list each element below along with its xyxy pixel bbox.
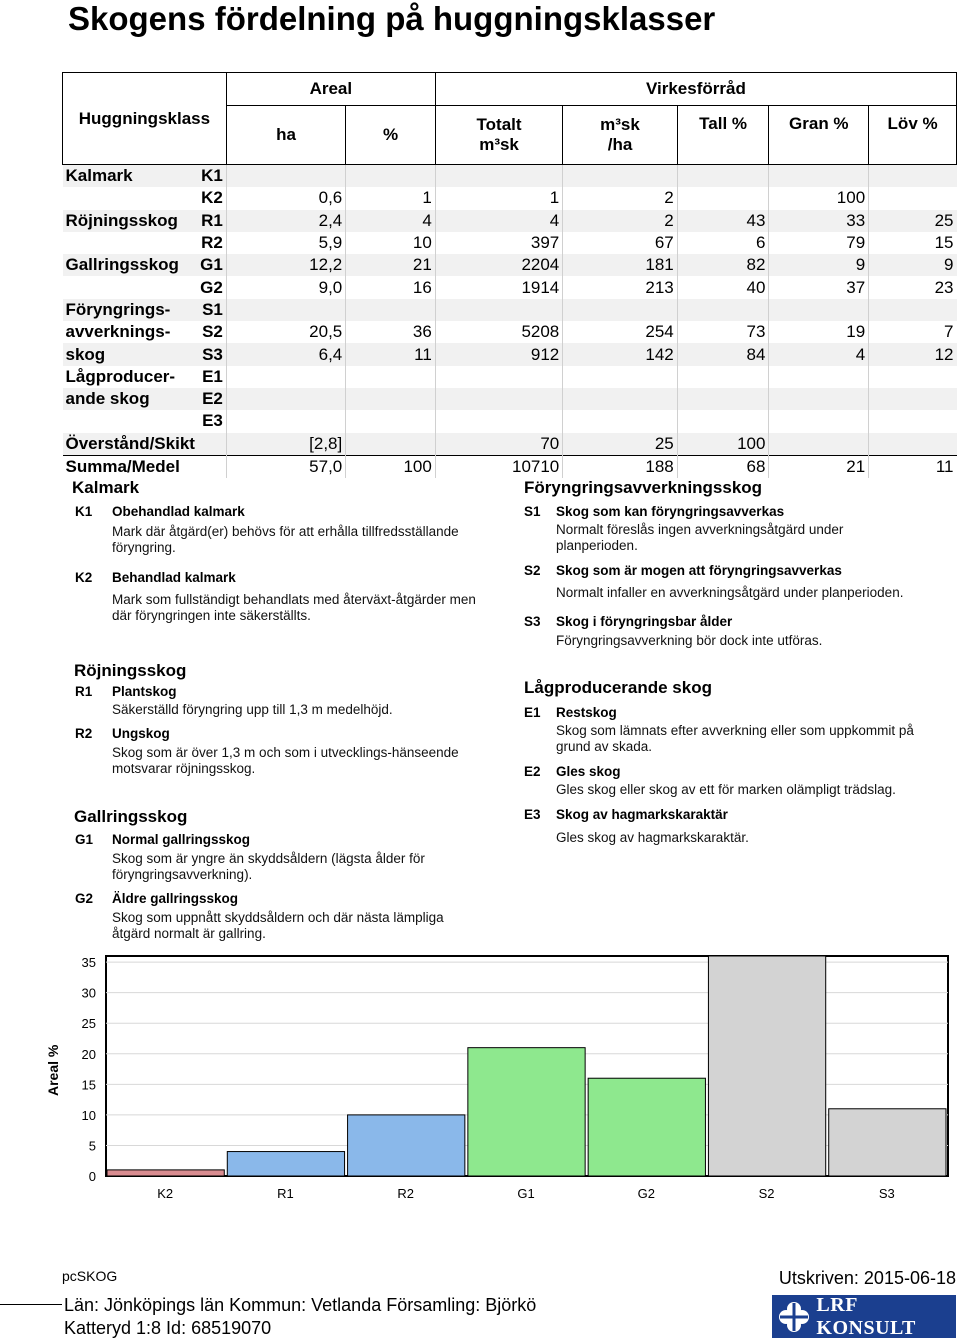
cell-gran: 100 xyxy=(769,187,869,209)
cell-gran: 79 xyxy=(769,232,869,254)
row-code: R2 xyxy=(201,233,223,253)
sum-m3ha: 188 xyxy=(563,455,677,478)
cell-pct xyxy=(346,165,436,188)
k2-code: K2 xyxy=(75,570,93,585)
cell-tall: 73 xyxy=(677,321,769,343)
sum-pct: 100 xyxy=(346,455,436,478)
cell-tot: 2204 xyxy=(435,254,562,276)
x-tick-label: S3 xyxy=(878,1186,895,1201)
bar-g2 xyxy=(588,1078,705,1176)
header-areal: Areal xyxy=(226,73,435,106)
table-sum-row xyxy=(63,455,957,478)
bar-k2 xyxy=(107,1170,224,1176)
cell-pct: 4 xyxy=(346,210,436,232)
e1-desc xyxy=(556,723,914,755)
cell-gran xyxy=(769,433,869,456)
row-label xyxy=(63,410,191,432)
cell-lov: 23 xyxy=(869,276,957,298)
bar-r2 xyxy=(348,1115,465,1176)
areal-bar-chart xyxy=(40,950,955,1210)
gallring-heading: Gallringsskog xyxy=(74,807,188,826)
s1-name: Skog som kan föryngringsavverkas xyxy=(556,504,785,519)
cell-ha: 5,9 xyxy=(226,232,345,254)
y-axis-label: Areal % xyxy=(45,1044,61,1096)
cell-tall xyxy=(677,299,769,321)
cell-tot: 70 xyxy=(435,433,562,456)
cell-tall: 84 xyxy=(677,343,769,365)
r2-desc-line1: Skog som är över 1,3 m och som i utvecklings-hänseende xyxy=(112,745,459,760)
cell-lov xyxy=(869,433,957,456)
row-label xyxy=(63,232,191,254)
property-line: Katteryd 1:8 Id: 68519070 xyxy=(64,1318,272,1338)
cell-lov: 15 xyxy=(869,232,957,254)
x-tick-label: R1 xyxy=(277,1186,294,1201)
cell-ha xyxy=(226,366,345,388)
g2-desc-line2: åtgärd normalt är gallring. xyxy=(112,926,266,941)
cell-ha: 20,5 xyxy=(226,321,345,343)
cell-tot: 1 xyxy=(435,187,562,209)
table-row xyxy=(63,210,957,232)
header-gran: Gran % xyxy=(769,106,869,165)
header-tall: Tall % xyxy=(677,106,769,165)
y-tick-label: 10 xyxy=(81,1107,96,1123)
cell-tot xyxy=(435,388,562,410)
cell-gran: 19 xyxy=(769,321,869,343)
cell-tall: 6 xyxy=(677,232,769,254)
s2-name: Skog som är mogen att föryngringsavverkas xyxy=(556,563,842,578)
header-m3ha xyxy=(563,106,677,165)
r2-code: R2 xyxy=(75,726,93,741)
cell-gran xyxy=(769,299,869,321)
cell-lov xyxy=(869,388,957,410)
e1-code: E1 xyxy=(524,705,541,720)
cell-lov: 7 xyxy=(869,321,957,343)
row-label: Gallringsskog xyxy=(63,254,191,276)
row-label: Röjningsskog xyxy=(63,210,191,232)
row-code: S3 xyxy=(190,343,226,365)
y-tick-label: 20 xyxy=(81,1046,96,1062)
table-row xyxy=(63,299,957,321)
sum-tall: 68 xyxy=(677,455,769,478)
bar-s2 xyxy=(708,956,825,1176)
x-tick-label: R2 xyxy=(397,1186,415,1201)
cell-pct: 11 xyxy=(346,343,436,365)
huggningsklass-table xyxy=(62,72,957,478)
row-label: Överstånd/Skikt xyxy=(63,433,227,456)
cell-m3ha xyxy=(563,388,677,410)
e3-code: E3 xyxy=(524,807,541,822)
cell-ha: 2,4 xyxy=(226,210,345,232)
cell-gran: 4 xyxy=(769,343,869,365)
software-name: pcSKOG xyxy=(62,1268,118,1284)
cell-m3ha: 25 xyxy=(563,433,677,456)
cell-tot: 912 xyxy=(435,343,562,365)
page-title: Skogens fördelning på huggningsklasser xyxy=(68,0,716,37)
row-code: G1 xyxy=(190,254,226,276)
row-code: E2 xyxy=(190,388,226,410)
clover-icon xyxy=(776,1298,812,1336)
printed-date: Utskriven: 2015-06-18 xyxy=(778,1268,956,1288)
row-label: Lågproducer- xyxy=(65,366,176,386)
sum-tot: 10710 xyxy=(435,455,562,478)
cell-ha xyxy=(226,388,345,410)
cell-tall: 40 xyxy=(677,276,769,298)
cell-gran: 33 xyxy=(769,210,869,232)
row-code: S1 xyxy=(190,299,226,321)
sum-label: Summa/Medel xyxy=(63,455,227,478)
s3-desc: Föryngringsavverkning bör dock inte utföras. xyxy=(556,633,823,648)
row-label: skog xyxy=(63,343,191,365)
header-m3ha-line2: /ha xyxy=(607,135,633,154)
cell-pct xyxy=(346,299,436,321)
cell-lov: 9 xyxy=(869,254,957,276)
k1-desc-line1: Mark där åtgärd(er) behövs för att erhålla tillfredsställande xyxy=(112,524,459,539)
s1-desc-line2: planperioden. xyxy=(556,538,638,553)
row-label: avverknings- xyxy=(65,322,171,342)
location-line: Län: Jönköpings län Kommun: Vetlanda Församling: Björkö xyxy=(64,1295,537,1315)
table-row xyxy=(63,254,957,276)
row-code: K2 xyxy=(201,188,223,208)
cell-gran: 37 xyxy=(769,276,869,298)
table-row xyxy=(63,343,957,365)
cell-lov xyxy=(869,187,957,209)
row-label xyxy=(63,187,191,209)
e1-name: Restskog xyxy=(556,705,617,720)
cell-tot: 4 xyxy=(435,210,562,232)
cell-ha xyxy=(226,410,345,432)
row-label: ande skog xyxy=(63,388,191,410)
cell-ha: 12,2 xyxy=(226,254,345,276)
cell-tall: 43 xyxy=(677,210,769,232)
cell-lov xyxy=(869,165,957,188)
s3-code: S3 xyxy=(524,614,541,629)
table-row xyxy=(63,232,957,254)
header-totalt-line2: m³sk xyxy=(479,135,519,154)
g2-desc xyxy=(112,910,444,942)
cell-m3ha: 67 xyxy=(563,232,677,254)
r2-name: Ungskog xyxy=(112,726,170,741)
k2-desc-line2: där föryngringen inte säkerställts. xyxy=(112,608,311,623)
e2-code: E2 xyxy=(524,764,541,779)
cell-gran xyxy=(769,366,869,388)
r1-code: R1 xyxy=(75,684,93,699)
g2-code: G2 xyxy=(75,891,94,906)
cell-ha xyxy=(226,299,345,321)
cell-tall xyxy=(677,410,769,432)
cell-tall xyxy=(677,388,769,410)
lrf-konsult-logo xyxy=(772,1295,956,1338)
cell-pct: 1 xyxy=(346,187,436,209)
row-code: K1 xyxy=(190,165,226,188)
cell-tot: 5208 xyxy=(435,321,562,343)
y-tick-label: 15 xyxy=(81,1077,96,1093)
s1-code: S1 xyxy=(524,504,541,519)
cell-m3ha xyxy=(563,366,677,388)
r2-desc-line2: motsvarar röjningsskog. xyxy=(112,761,256,776)
k1-desc xyxy=(112,524,459,556)
cell-gran xyxy=(769,410,869,432)
header-totalt xyxy=(435,106,562,165)
g1-code: G1 xyxy=(75,832,94,847)
g1-name: Normal gallringsskog xyxy=(112,832,251,847)
x-tick-label: K2 xyxy=(157,1186,174,1201)
cell-lov xyxy=(869,299,957,321)
cell-tot xyxy=(435,366,562,388)
s1-desc-line1: Normalt föreslås ingen avverkningsåtgärd under xyxy=(556,522,844,537)
y-tick-label: 0 xyxy=(88,1169,96,1184)
k1-desc-line2: föryngring. xyxy=(112,540,176,555)
table-row xyxy=(63,388,957,410)
cell-tall xyxy=(677,165,769,188)
k2-desc xyxy=(112,592,476,624)
cell-lov xyxy=(869,410,957,432)
cell-lov: 12 xyxy=(869,343,957,365)
g2-desc-line1: Skog som uppnått skyddsåldern och där nästa lämpliga xyxy=(112,910,444,925)
row-code: E1 xyxy=(202,366,223,386)
cell-tot: 1914 xyxy=(435,276,562,298)
cell-tall: 82 xyxy=(677,254,769,276)
g1-desc-line2: föryngringsavverkning). xyxy=(112,867,253,882)
x-tick-label: G1 xyxy=(517,1186,535,1201)
rojning-heading: Röjningsskog xyxy=(74,661,187,680)
cell-ha: 6,4 xyxy=(226,343,345,365)
cell-pct: 16 xyxy=(346,276,436,298)
x-tick-label: G2 xyxy=(637,1186,655,1201)
sum-lov: 11 xyxy=(869,455,957,478)
cell-m3ha: 254 xyxy=(563,321,677,343)
e1-desc-line1: Skog som lämnats efter avverkning eller som uppkommit på xyxy=(556,723,914,738)
foryngring-heading: Föryngringsavverkningsskog xyxy=(524,478,763,497)
row-label xyxy=(63,276,191,298)
r1-name: Plantskog xyxy=(112,684,177,699)
cell-m3ha xyxy=(563,165,677,188)
bar-g1 xyxy=(468,1048,585,1176)
bar-r1 xyxy=(227,1152,344,1176)
r2-desc xyxy=(112,745,459,777)
cell-tot xyxy=(435,410,562,432)
g2-name: Äldre gallringsskog xyxy=(112,891,239,906)
y-tick-label: 5 xyxy=(88,1138,96,1154)
cell-m3ha: 2 xyxy=(563,210,677,232)
kalmark-heading: Kalmark xyxy=(72,478,140,497)
cell-tall xyxy=(677,366,769,388)
footer-rule xyxy=(0,1304,62,1305)
header-huggningsklass: Huggningsklass xyxy=(63,73,227,165)
cell-tot xyxy=(435,299,562,321)
header-pct: % xyxy=(346,106,436,165)
table-row xyxy=(63,366,957,388)
row-code: G2 xyxy=(200,277,223,297)
table-body xyxy=(63,165,957,456)
k2-name: Behandlad kalmark xyxy=(112,570,236,585)
k2-desc-line1: Mark som fullständigt behandlats med återväxt-åtgärder men xyxy=(112,592,476,607)
e2-name: Gles skog xyxy=(556,764,621,779)
r1-desc: Säkerställd föryngring upp till 1,3 m medelhöjd. xyxy=(112,702,393,717)
cell-tot: 397 xyxy=(435,232,562,254)
s2-desc: Normalt infaller en avverkningsåtgärd under planperioden. xyxy=(556,585,904,600)
header-virkesforrad: Virkesförråd xyxy=(435,73,956,106)
k1-code: K1 xyxy=(75,504,93,519)
cell-pct: 36 xyxy=(346,321,436,343)
cell-pct xyxy=(346,366,436,388)
cell-m3ha: 142 xyxy=(563,343,677,365)
cell-tall: 100 xyxy=(677,433,769,456)
cell-m3ha: 213 xyxy=(563,276,677,298)
e1-desc-line2: grund av skada. xyxy=(556,739,653,754)
cell-m3ha: 181 xyxy=(563,254,677,276)
g1-desc xyxy=(112,851,425,883)
cell-pct xyxy=(346,433,436,456)
logo-text: LRF KONSULT xyxy=(816,1293,916,1339)
bar-s3 xyxy=(829,1109,946,1176)
cell-pct: 10 xyxy=(346,232,436,254)
cell-pct xyxy=(346,410,436,432)
y-tick-label: 35 xyxy=(81,955,96,971)
cell-tot xyxy=(435,165,562,188)
header-ha: ha xyxy=(226,106,345,165)
cell-ha: [2,8] xyxy=(226,433,345,456)
row-label: Föryngrings- xyxy=(63,299,191,321)
cell-gran: 9 xyxy=(769,254,869,276)
cell-tall xyxy=(677,187,769,209)
row-label: Kalmark xyxy=(63,165,191,188)
k1-name: Obehandlad kalmark xyxy=(112,504,245,519)
e3-name: Skog av hagmarkskaraktär xyxy=(556,807,728,822)
row-code: R1 xyxy=(190,210,226,232)
g1-desc-line1: Skog som är yngre än skyddsåldern (lägsta ålder för xyxy=(112,851,425,866)
row-code: S2 xyxy=(202,322,223,342)
cell-m3ha xyxy=(563,299,677,321)
s3-name: Skog i föryngringsbar ålder xyxy=(556,614,733,629)
lagprod-heading: Lågproducerande skog xyxy=(524,678,712,697)
cell-ha xyxy=(226,165,345,188)
cell-pct: 21 xyxy=(346,254,436,276)
table-row xyxy=(63,187,957,209)
cell-ha: 9,0 xyxy=(226,276,345,298)
x-tick-label: S2 xyxy=(758,1186,775,1201)
cell-gran xyxy=(769,388,869,410)
e3-desc: Gles skog av hagmarkskaraktär. xyxy=(556,830,749,845)
table-row xyxy=(63,410,957,432)
s2-code: S2 xyxy=(524,563,541,578)
cell-m3ha: 2 xyxy=(563,187,677,209)
sum-ha: 57,0 xyxy=(226,455,345,478)
cell-ha: 0,6 xyxy=(226,187,345,209)
row-code: E3 xyxy=(202,411,223,431)
y-tick-label: 25 xyxy=(81,1016,96,1032)
table-row xyxy=(63,165,957,188)
table-row xyxy=(63,276,957,298)
header-m3ha-line1: m³sk xyxy=(600,115,640,134)
cell-pct xyxy=(346,388,436,410)
y-tick-label: 30 xyxy=(81,985,96,1001)
cell-m3ha xyxy=(563,410,677,432)
cell-gran xyxy=(769,165,869,188)
s1-desc xyxy=(556,522,843,554)
header-totalt-line1: Totalt xyxy=(476,115,522,134)
cell-lov xyxy=(869,366,957,388)
sum-gran: 21 xyxy=(769,455,869,478)
cell-lov: 25 xyxy=(869,210,957,232)
table-row xyxy=(63,433,957,456)
header-lov: Löv % xyxy=(869,106,957,165)
table-row xyxy=(63,321,957,343)
e2-desc: Gles skog eller skog av ett för marken olämpligt trädslag. xyxy=(556,782,896,797)
